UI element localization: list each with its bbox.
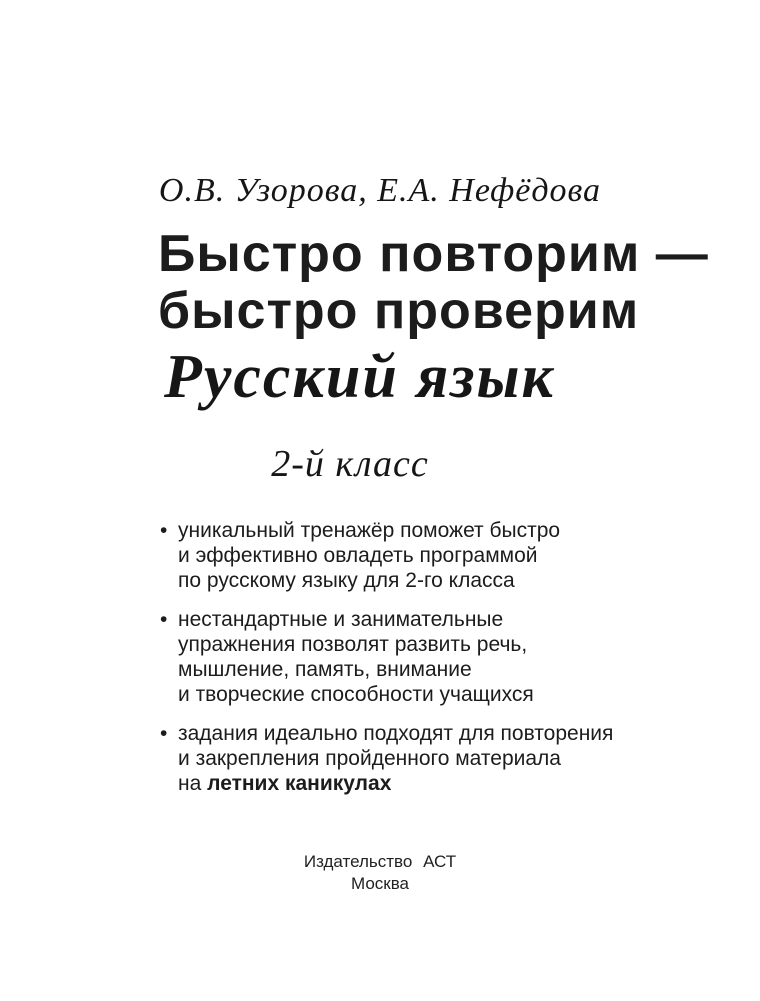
feature-line-bold-phrase: летних каникулах: [207, 772, 392, 795]
feature-item-1: [160, 518, 640, 593]
feature-line: уникальный тренажёр поможет быстро: [178, 519, 561, 542]
feature-item-3: [160, 721, 640, 796]
publisher-city: Москва: [350, 874, 410, 893]
feature-line: и закрепления пройденного материала: [178, 747, 561, 770]
feature-item-3-text: [178, 721, 640, 796]
bullet-icon: •: [160, 519, 168, 542]
subject-title: Русский язык: [164, 343, 555, 411]
book-title-line-2: быстро проверим: [158, 282, 640, 340]
feature-line: упражнения позволят развить речь,: [178, 633, 528, 656]
feature-line: задания идеально подходят для повторения: [178, 722, 614, 745]
features-list: [160, 518, 640, 810]
feature-item-1-text: [178, 518, 640, 593]
publisher-name: Издательство АСТ: [303, 852, 457, 871]
feature-line: по русскому языку для 2-го класса: [178, 569, 515, 592]
feature-item-2-text: [178, 607, 640, 707]
book-title: [158, 226, 709, 340]
publisher-block: [0, 851, 760, 895]
feature-line: мышление, память, внимание: [178, 658, 472, 681]
bullet-icon: •: [160, 608, 168, 631]
feature-item-2: [160, 607, 640, 707]
feature-line: и творческие способности учащихся: [178, 683, 534, 706]
authors-line: О.В. Узорова, Е.А. Нефёдова: [158, 172, 602, 209]
feature-line: нестандартные и занимательные: [178, 608, 504, 631]
bullet-icon: •: [160, 722, 168, 745]
feature-line-prefix: на: [178, 772, 208, 795]
grade-subtitle: 2-й класс: [271, 443, 429, 485]
book-title-line-1: Быстро повторим —: [158, 225, 709, 283]
feature-line: [178, 771, 640, 796]
feature-line: и эффективно овладеть программой: [178, 544, 538, 567]
